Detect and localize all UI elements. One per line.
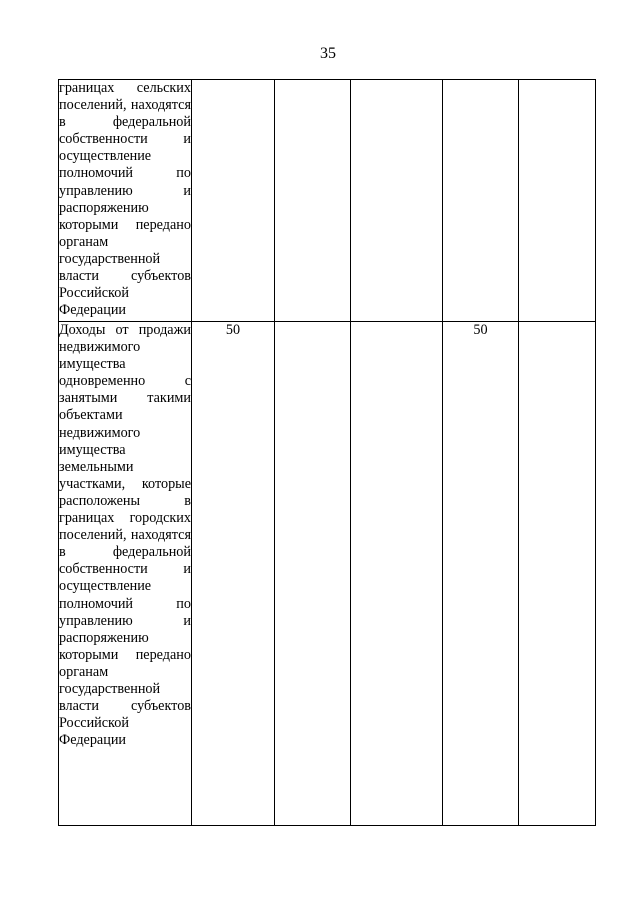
value-cell-1 (192, 80, 275, 322)
row-description-cell (59, 80, 192, 322)
revenue-table (58, 79, 596, 826)
value-cell-5 (519, 80, 596, 322)
value-cell-4 (443, 80, 519, 322)
table-row (59, 322, 596, 826)
value-cell-4: 50 (443, 322, 519, 826)
page-number: 35 (320, 45, 336, 62)
value-cell-3 (351, 80, 443, 322)
value-cell-3 (351, 322, 443, 826)
row-description: границах сельских поселений, находятся в федеральной собственности и осуществление полномочий по управлению и распоряжению которыми передано органам государственной власти субъектов Российской Федерации (59, 80, 191, 319)
value-cell-2 (275, 80, 351, 322)
value-cell-2 (275, 322, 351, 826)
row-description: Доходы от продажи недвижимого имущества одновременно с занятыми такими объектами недвижимого имущества земельными участками, которые расположены в границах городских поселений, находятся в федеральной собственности и осуществление полномочий по управлению и распоряжению которыми передано органам государственной власти субъектов Российской Федерации (59, 322, 191, 749)
value-cell-1: 50 (192, 322, 275, 826)
value-cell-5 (519, 322, 596, 826)
table-row (59, 80, 596, 322)
row-description-cell (59, 322, 192, 826)
